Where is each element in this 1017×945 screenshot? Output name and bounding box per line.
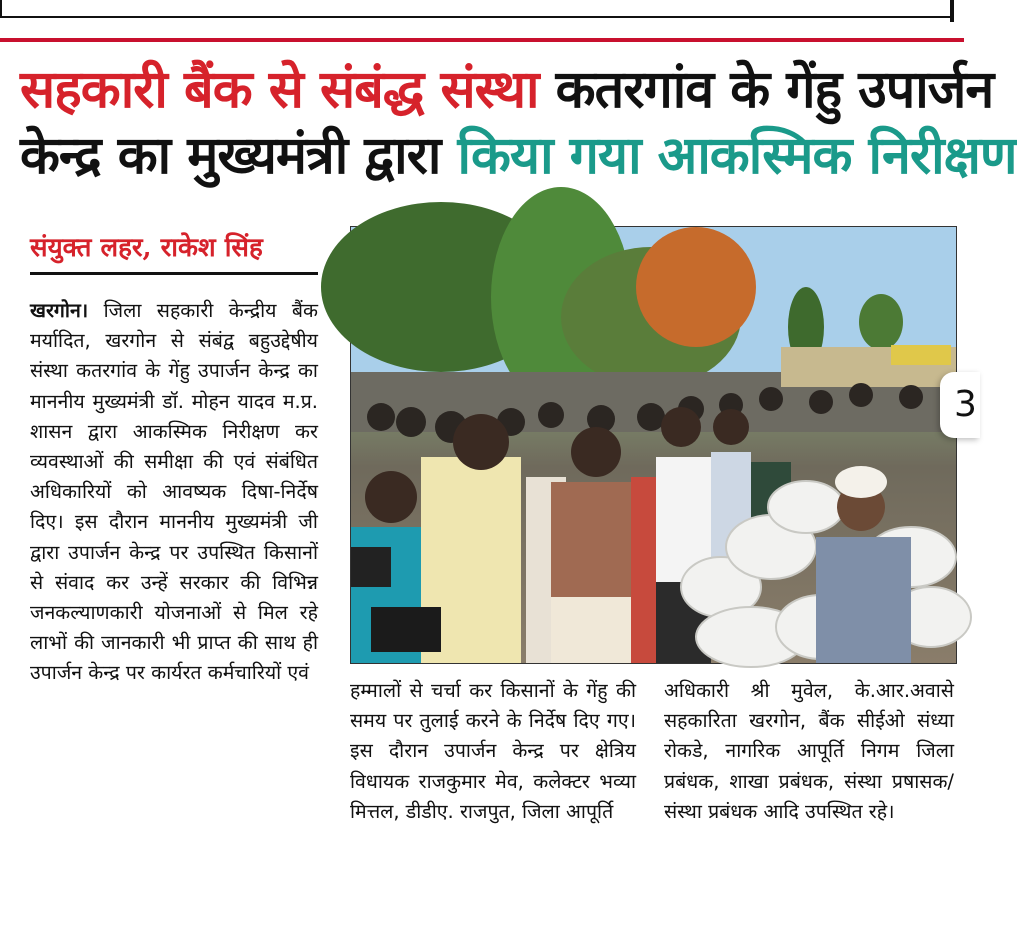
side-tab-label: 3	[954, 384, 977, 425]
headline-line-2	[20, 124, 1017, 188]
dateline: खरगोन।	[30, 299, 89, 322]
photo-illustration	[351, 227, 956, 663]
article-column-1	[30, 296, 318, 689]
article-paragraph	[30, 296, 318, 689]
page-scroll-tab[interactable]	[940, 372, 980, 438]
red-divider-rule	[0, 38, 964, 42]
column-3-text: अधिकारी श्री मुवेल, के.आर.अवासे सहकारिता खरगोन, बैंक सीईओ संध्या रोकडे, नागरिक आपूर्ति निगम जिला प्रबंधक, शाखा प्रबंधक, संस्था प्रषासक/संस्था प्रबंधक आदि उपस्थित रहे।	[664, 679, 954, 823]
news-photo	[350, 226, 957, 664]
headline-black-part-2: केन्द्र का मुख्यमंत्री द्वारा	[20, 126, 441, 186]
byline: संयुक्त लहर, राकेश सिंह	[30, 233, 263, 263]
article-column-2	[350, 676, 636, 827]
previous-article-frame	[0, 0, 952, 18]
article-column-3	[664, 676, 954, 827]
byline-rule	[30, 272, 318, 275]
column-2-text: हम्मालों से चर्चा कर किसानों के गेंहु की समय पर तुलाई करने के निर्देष दिए गए। इस दौरान उपार्जन केन्द्र पर क्षेत्रिय विधायक राजकुमार मेव, कलेक्टर भव्या मित्तल, डीडीए. राजपुत, जिला आपूर्ति	[350, 679, 636, 823]
frame-edge	[950, 0, 954, 22]
headline-black-part: कतरगांव के गेंहु उपार्जन	[555, 60, 994, 120]
headline-teal-part: किया गया आकस्मिक निरीक्षण	[457, 126, 1017, 186]
headline-red-part: सहकारी बैंक से संबंद्ध संस्था	[20, 60, 539, 120]
headline-line-1	[20, 58, 994, 122]
column-1-text: जिला सहकारी केन्द्रीय बैंक मर्यादित, खरगोन से संबंद्व बहुउद्देषीय संस्था कतरगांव के गेंहु उपार्जन केन्द्र का माननीय मुख्यमंत्री डॉ. मोहन यादव म.प्र. शासन द्वारा आकस्मिक निरीक्षण कर व्यवस्थाओं की समीक्षा की एवं संबंधित अधिकारियों को आवष्यक दिषा-निर्देष दिए। इस दौरान माननीय मुख्यमंत्री जी द्वारा उपार्जन केन्द्र पर उपस्थित किसानों से संवाद कर उन्हें सरकार की विभिन्न जनकल्याणकारी योजनाओं से मिल रहे लाभों की जानकारी भी प्राप्त की साथ ही उपार्जन केन्द्र पर कार्यरत कर्मचारियों एवं	[30, 299, 318, 685]
